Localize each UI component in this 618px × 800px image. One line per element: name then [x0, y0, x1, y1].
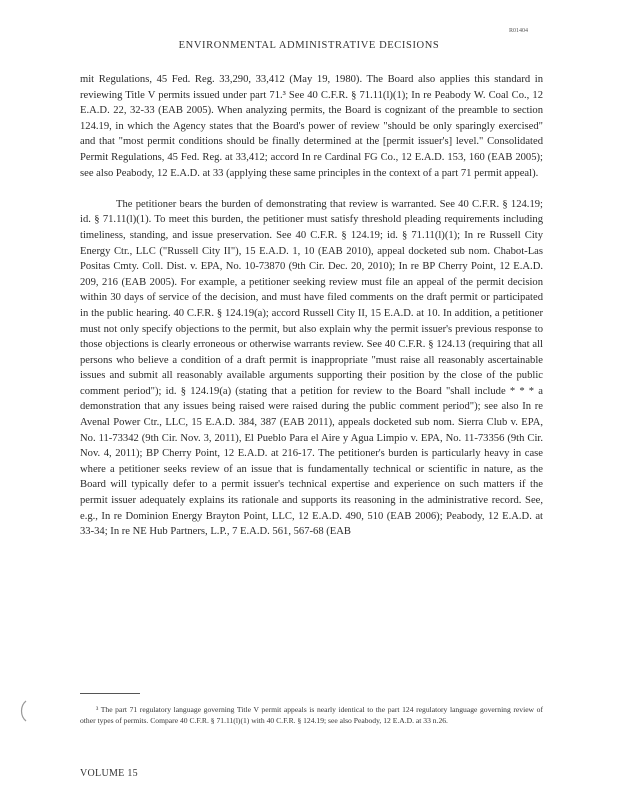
running-head: ENVIRONMENTAL ADMINISTRATIVE DECISIONS: [178, 40, 440, 51]
paragraph-2: The petitioner bears the burden of demonstrating that review is warranted. See 40 C.F.R. § 124.19; id. § 71.11(l)(1). To meet this burden, the petitioner must satisfy threshold pleading requirements including timeliness, standing, and issue preservation. See 40 C.F.R. § 124.19; id. § 71.11(l)(1); In re Russell City Energy Ctr., LLC ("Russell City II"), 15 E.A.D. 1, 10 (EAB 2010), appeal docketed sub nom. Chabot-Las Positas Cmty. Coll. Dist. v. EPA, No. 10-73870 (9th Cir. Dec. 20, 2010); In re BP Cherry Point, 12 E.A.D. 209, 216 (EAB 2005). For example, a petitioner seeking review must file an appeal of the permit decision within 30 days of service of the decision, and must have filed comments on the draft permit or participated in the public hearing. 40 C.F.R. § 124.19(a); accord Russell City II, 15 E.A.D. at 10. In addition, a petitioner must not only specify objections to the permit, but also explain why the permit issuer's previous response to those objections is clearly erroneous or otherwise warrants review. See 40 C.F.R. § 124.13 (requiring that all persons who believe a condition of a draft permit is inappropriate "must raise all reasonably ascertainable issues and submit all reasonably available arguments supporting their position by the close of the public comment period"); id. § 124.19(a) (stating that a petition for review to the Board "shall include * * * a demonstration that any issues being raised were raised during the public comment period"); see also In re Avenal Power Ctr., LLC, 15 E.A.D. 384, 387 (EAB 2011), appeals docketed sub nom. Sierra Club v. EPA, No. 11-73342 (9th Cir. Nov. 3, 2011), El Pueblo Para el Aire y Agua Limpio v. EPA, No. 11-73356 (9th Cir. Nov. 4, 2011); BP Cherry Point, 12 E.A.D. at 216-17. The petitioner's burden is particularly heavy in case where a petitioner seeks review of an issue that is fundamentally technical or scientific in nature, as the Board will typically defer to a permit issuer's technical expertise and experience on such matters if the permit issuer adequately explains its rationale and supports its reasoning in the administrative record. See, e.g., In re Dominion Energy Brayton Point, LLC, 12 E.A.D. 490, 510 (EAB 2006); Peabody, 12 E.A.D. at 33-34; In re NE Hub Partners, L.P., 7 E.A.D. 561, 567-68 (EAB: [80, 198, 543, 538]
footnote-text: ³ The part 71 regulatory language governing Title V permit appeals is nearly identical to the part 124 regulatory language governing review of other types of permits. Compare 40 C.F.R. § 71.11(l)(1) with 40 C.F.R. § 124.19; see also Peabody, 12 E.A.D. at 33 n.26.: [80, 705, 543, 725]
paragraph-1: mit Regulations, 45 Fed. Reg. 33,290, 33,412 (May 19, 1980). The Board also applies this standard in reviewing Title V permits issued under part 71.³ See 40 C.F.R. § 71.11(l)(1); In re Peabody W. Coal Co., 12 E.A.D. 22, 32-33 (EAB 2005). When analyzing permits, the Board is cognizant of the preamble to section 124.19, in which the Agency states that the Board's power of review "should be only sparingly exercised" and that "most permit conditions should be finally determined at the [permit issuer's] level." Consolidated Permit Regulations, 45 Fed. Reg. at 33,412; accord In re Cardinal FG Co., 12 E.A.D. 153, 160 (EAB 2005); see also Peabody, 12 E.A.D. at 33 (applying these same principles in the context of a part 71 permit appeal).: [80, 74, 543, 179]
margin-mark-icon: [18, 700, 28, 722]
page-id: R01404: [509, 28, 529, 34]
footnote: [80, 704, 543, 726]
body-text: [80, 72, 543, 540]
footnote-rule: [80, 693, 140, 694]
footer-volume: VOLUME 15: [80, 768, 138, 779]
